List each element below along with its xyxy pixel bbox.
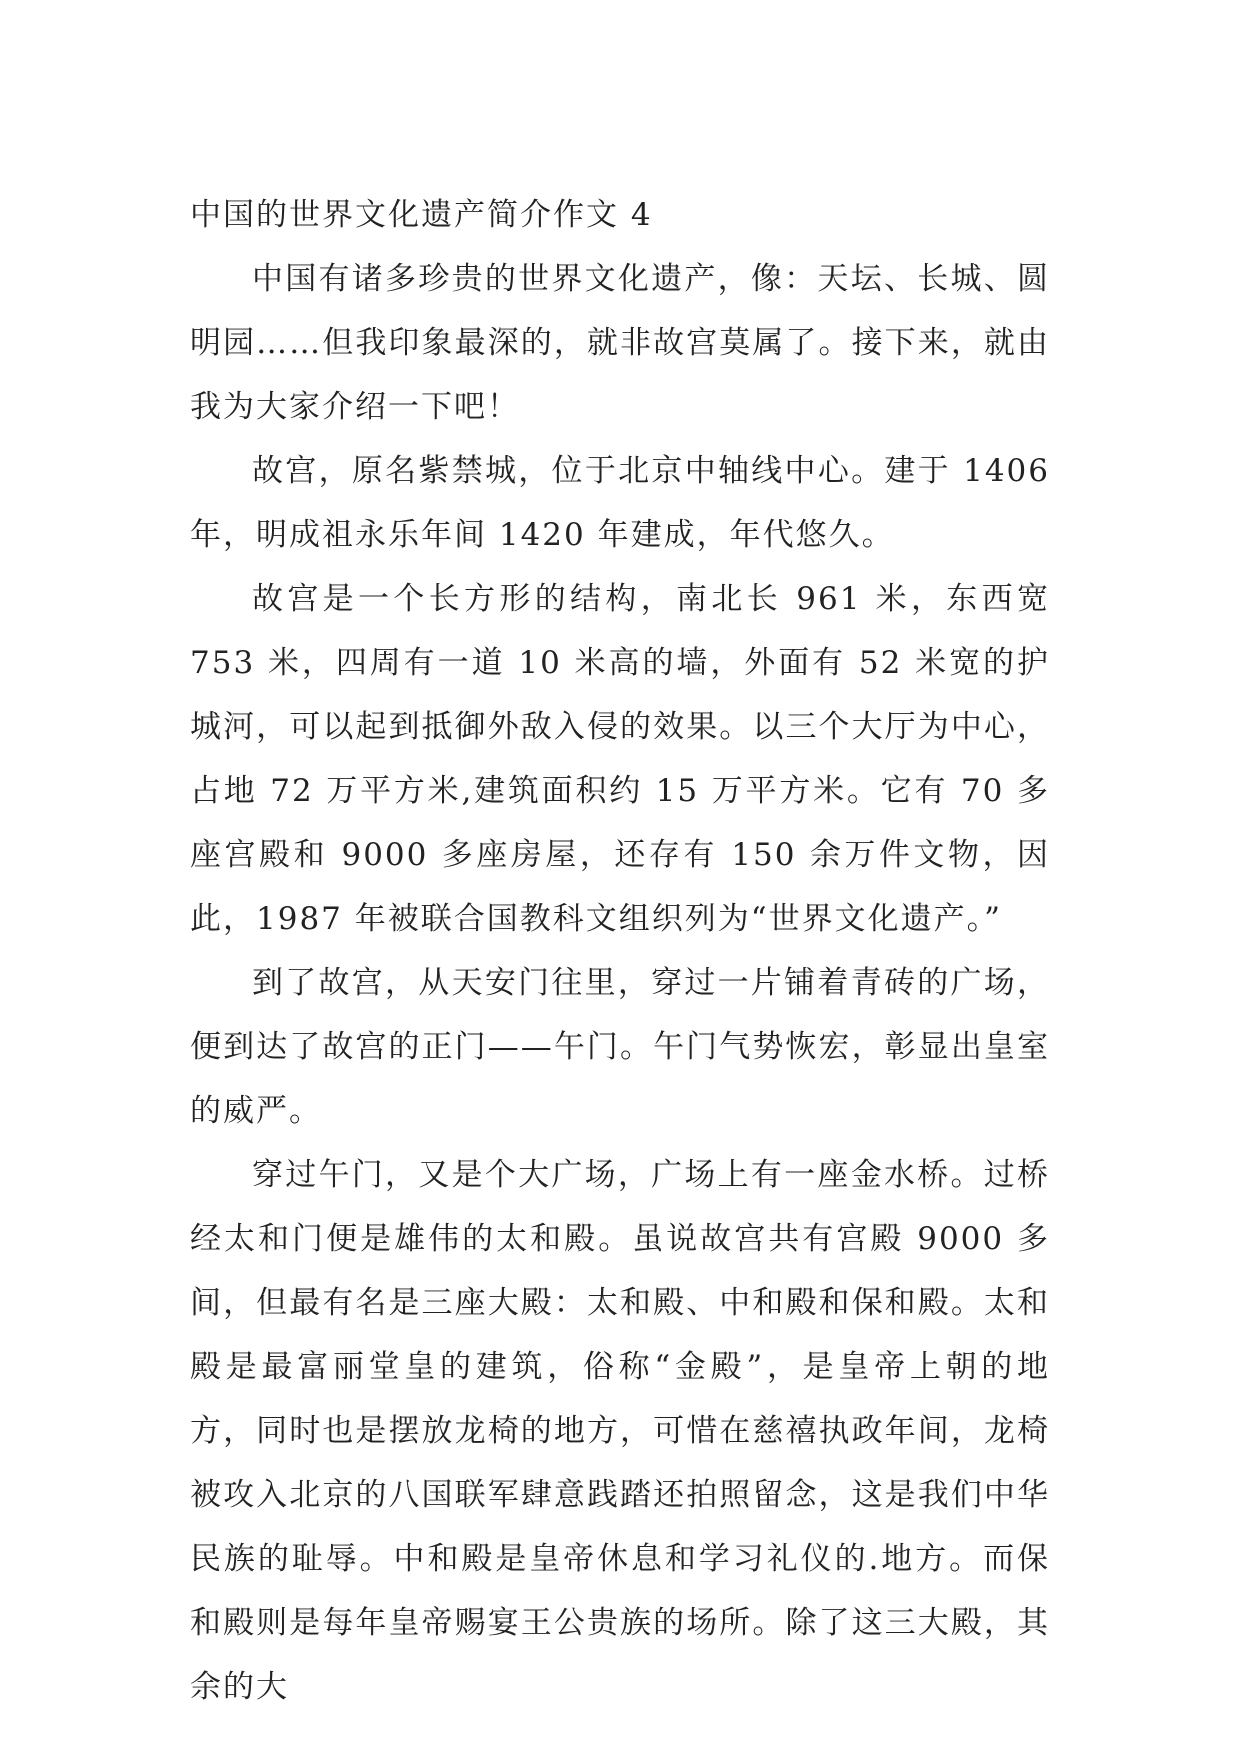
document-body	[190, 183, 1050, 1719]
paragraph-intro: 中国有诸多珍贵的世界文化遗产，像：天坛、长城、圆明园……但我印象最深的，就非故宫莫属了。接下来，就由我为大家介绍一下吧！	[190, 261, 1050, 425]
document-title: 中国的世界文化遗产简介作文 4	[190, 197, 653, 233]
paragraph-structure: 故宫是一个长方形的结构，南北长 961 米，东西宽 753 米，四周有一道 10 米高的墙，外面有 52 米宽的护城河，可以起到抵御外敌入侵的效果。以三个大厅为中心，占地 72 万平方米,建筑面积约 15 万平方米。它有 70 多座宫殿和 9000 多座房屋，还存有 150 余万件文物，因此，1987 年被联合国教科文组织列为“世界文化遗产。”	[190, 581, 1050, 937]
paragraph-meridian-gate: 到了故宫，从天安门往里，穿过一片铺着青砖的广场，便到达了故宫的正门——午门。午门气势恢宏，彰显出皇室的威严。	[190, 965, 1050, 1129]
paragraph-history: 故宫，原名紫禁城，位于北京中轴线中心。建于 1406 年，明成祖永乐年间 1420 年建成，年代悠久。	[190, 453, 1050, 553]
paragraph-halls: 穿过午门，又是个大广场，广场上有一座金水桥。过桥经太和门便是雄伟的太和殿。虽说故宫共有宫殿 9000 多间，但最有名是三座大殿：太和殿、中和殿和保和殿。太和殿是最富丽堂皇的建筑，俗称“金殿”，是皇帝上朝的地方，同时也是摆放龙椅的地方，可惜在慈禧执政年间，龙椅被攻入北京的八国联军肆意践踏还拍照留念，这是我们中华民族的耻辱。中和殿是皇帝休息和学习礼仪的.地方。而保和殿则是每年皇帝赐宴王公贵族的场所。除了这三大殿，其余的大	[190, 1157, 1050, 1705]
